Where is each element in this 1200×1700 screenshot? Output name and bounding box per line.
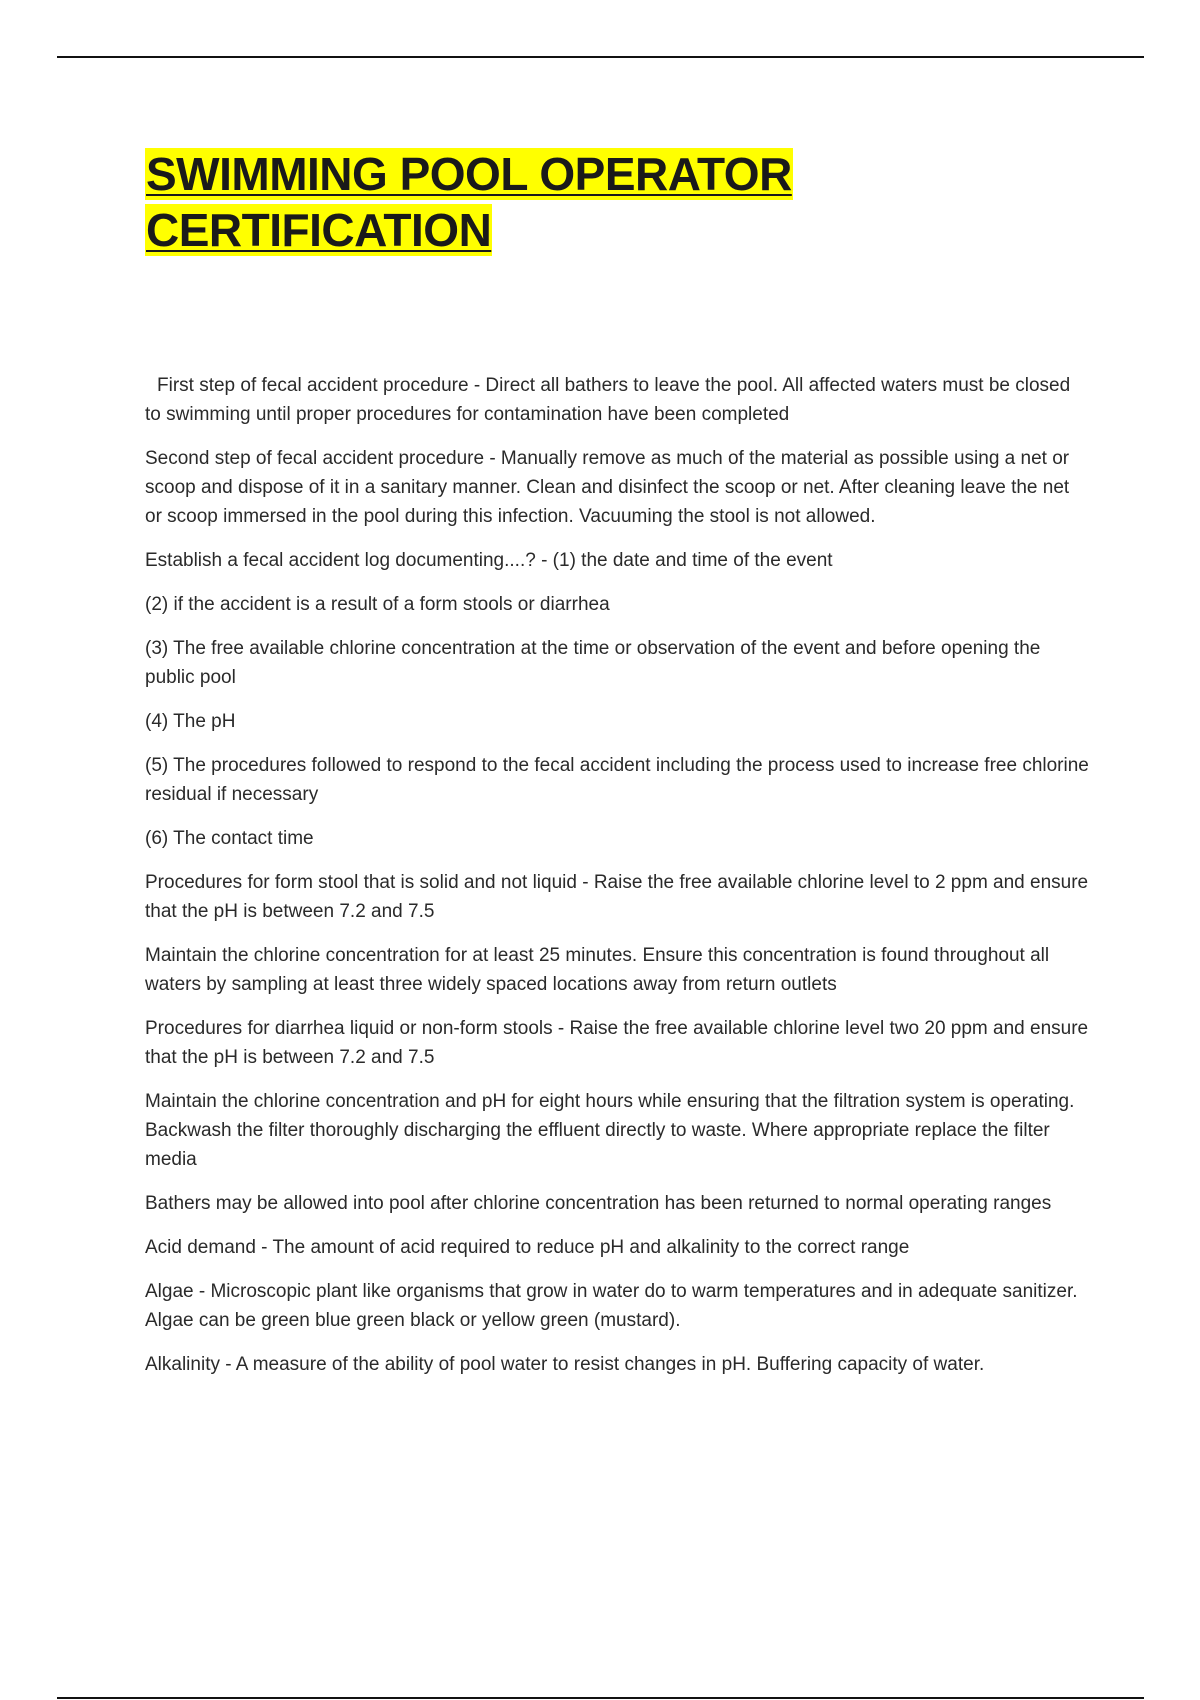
paragraph-alkalinity: Alkalinity - A measure of the ability of pool water to resist changes in pH. Buffering capacity of water.	[145, 1354, 985, 1375]
paragraph-log-item-6: (6) The contact time	[145, 828, 314, 849]
paragraph-log-item-3: (3) The free available chlorine concentration at the time or observation of the event and before opening the public pool	[145, 638, 1041, 688]
paragraph-log-documenting: Establish a fecal accident log documenting....? - (1) the date and time of the event	[145, 550, 833, 571]
paragraph-form-stool: Procedures for form stool that is solid and not liquid - Raise the free available chlorine level to 2 ppm and ensure that the pH is between 7.2 and 7.5	[145, 872, 1089, 922]
paragraph-diarrhea: Procedures for diarrhea liquid or non-form stools - Raise the free available chlorine level two 20 ppm and ensure that the pH is between 7.2 and 7.5	[145, 1018, 1089, 1068]
paragraph-log-item-4: (4) The pH	[145, 711, 236, 732]
paragraph-maintain-25-minutes: Maintain the chlorine concentration for at least 25 minutes. Ensure this concentration is found throughout all waters by sampling at least three widely spaced locations away from return outlets	[145, 945, 1050, 995]
header-rule	[57, 56, 1144, 58]
title-line-1	[145, 146, 1045, 202]
paragraph-log-item-2: (2) if the accident is a result of a form stools or diarrhea	[145, 594, 610, 615]
title-line-2	[145, 202, 1045, 258]
footer-rule	[57, 1697, 1144, 1699]
paragraph-second-step: Second step of fecal accident procedure - Manually remove as much of the material as possible using a net or scoop and dispose of it in a sanitary manner. Clean and disinfect the scoop or net. After cleaning leave the net or scoop immersed in the pool during this infection. Vacuuming the stool is not allowed.	[145, 448, 1070, 527]
paragraph-acid-demand: Acid demand - The amount of acid required to reduce pH and alkalinity to the correct range	[145, 1237, 910, 1258]
paragraph-first-step: First step of fecal accident procedure - Direct all bathers to leave the pool. All affected waters must be closed to swimming until proper procedures for contamination have been completed	[145, 375, 1071, 425]
document-title	[145, 146, 1045, 258]
paragraph-bathers-allowed: Bathers may be allowed into pool after chlorine concentration has been returned to normal operating ranges	[145, 1193, 1052, 1214]
paragraph-log-item-5: (5) The procedures followed to respond to the fecal accident including the process used to increase free chlorine residual if necessary	[145, 755, 1089, 805]
document-body	[145, 371, 1090, 1394]
paragraph-maintain-eight-hours: Maintain the chlorine concentration and pH for eight hours while ensuring that the filtration system is operating. Backwash the filter thoroughly discharging the effluent directly to waste. Where appropriate replace the filter media	[145, 1091, 1075, 1170]
title-line-1-text: SWIMMING POOL OPERATOR	[146, 148, 792, 200]
paragraph-algae: Algae - Microscopic plant like organisms that grow in water do to warm temperatures and in adequate sanitizer. Algae can be green blue green black or yellow green (mustard).	[145, 1281, 1078, 1331]
title-line-2-text: CERTIFICATION	[146, 204, 492, 256]
